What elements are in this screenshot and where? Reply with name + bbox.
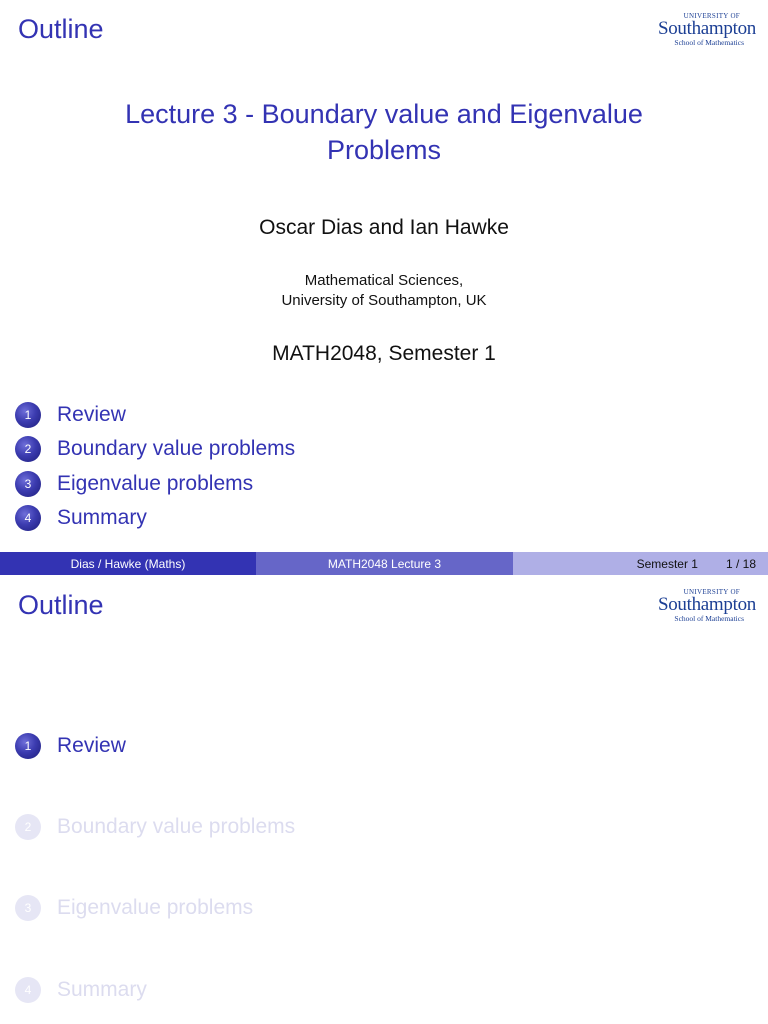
section-number-ball: 1 <box>15 402 41 428</box>
university-logo <box>646 12 756 48</box>
section-number-ball: 2 <box>15 814 41 840</box>
section-number-ball: 1 <box>15 733 41 759</box>
institute <box>0 271 768 311</box>
logo-university-of: UNIVERSITY OF <box>683 588 740 596</box>
lecture-title-line2: Problems <box>326 135 442 165</box>
logo-name: Southampton <box>657 18 756 39</box>
toc-item-label: Boundary value problems <box>57 437 296 461</box>
toc-item-label: Review <box>57 733 126 757</box>
toc-item-review[interactable] <box>15 705 295 786</box>
frame-title: Outline <box>18 590 104 620</box>
university-logo <box>646 588 756 624</box>
course-date: MATH2048, Semester 1 <box>272 342 496 365</box>
toc-item-boundary-value-problems[interactable] <box>15 432 295 466</box>
toc-item-summary[interactable] <box>15 501 295 535</box>
footer-date-page <box>513 552 768 575</box>
logo-school: School of Mathematics <box>674 38 744 47</box>
toc-item-label: Eigenvalue problems <box>57 471 254 495</box>
logo-university-of: UNIVERSITY OF <box>683 12 740 20</box>
table-of-contents <box>15 705 295 1024</box>
footer-date: Semester 1 <box>636 556 698 571</box>
section-number-ball: 3 <box>15 471 41 497</box>
lecture-title-line1: Lecture 3 - Boundary value and Eigenvalue <box>125 99 643 129</box>
toc-item-review[interactable] <box>15 398 295 432</box>
logo-school: School of Mathematics <box>674 614 744 623</box>
section-number-ball: 3 <box>15 895 41 921</box>
footer-bar <box>0 552 768 575</box>
section-number-ball: 4 <box>15 505 41 531</box>
toc-item-label: Summary <box>57 977 147 1001</box>
toc-item-summary[interactable] <box>15 949 295 1024</box>
toc-item-eigenvalue-problems[interactable] <box>15 467 295 501</box>
institute-line1: Mathematical Sciences, <box>304 272 464 289</box>
toc-item-label: Boundary value problems <box>57 814 296 838</box>
toc-item-boundary-value-problems[interactable] <box>15 786 295 867</box>
toc-item-eigenvalue-problems[interactable] <box>15 868 295 949</box>
section-number-ball: 2 <box>15 436 41 462</box>
toc-item-label: Summary <box>57 506 147 530</box>
footer-title: MATH2048 Lecture 3 <box>256 552 513 575</box>
authors: Oscar Dias and Ian Hawke <box>259 216 509 239</box>
table-of-contents <box>15 398 295 535</box>
toc-item-label: Eigenvalue problems <box>57 896 254 920</box>
frame-title: Outline <box>18 14 104 44</box>
footer-author: Dias / Hawke (Maths) <box>0 552 256 575</box>
footer-page-number: 1 / 18 <box>725 556 756 571</box>
slide-outline <box>0 576 768 1024</box>
toc-item-label: Review <box>57 403 126 427</box>
logo-name: Southampton <box>657 594 756 615</box>
lecture-title <box>0 96 768 168</box>
section-number-ball: 4 <box>15 977 41 1003</box>
institute-line2: University of Southampton, UK <box>281 292 487 309</box>
